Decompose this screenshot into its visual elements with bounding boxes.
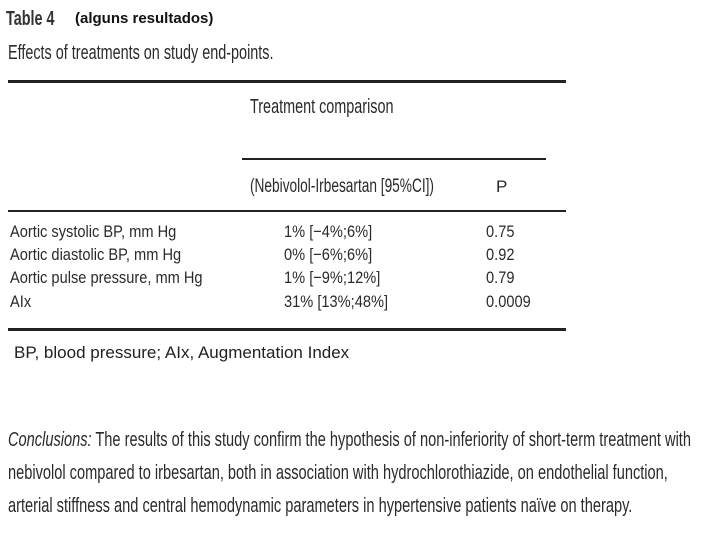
table-top-rule	[8, 80, 566, 83]
conclusion-text: The results of this study confirm the hypothesis of non-inferiority of short-term treatment with nebivolol compared to irbesartan, both in association with hydrochlorothiazide, on endothelial function, arterial stiffness and central hemodynamic parameters in hypertensive patients naïve on therapy.	[8, 429, 691, 517]
conclusion-paragraph	[8, 424, 694, 523]
column-header-p: P	[496, 177, 508, 196]
table-title: Table 4	[6, 8, 55, 30]
row-comparison: 0% [−6%;6%]	[284, 245, 373, 264]
row-comparison: 1% [−4%;6%]	[284, 222, 373, 241]
row-comparison: 1% [−9%;12%]	[284, 268, 381, 287]
group-header-rule	[242, 158, 546, 160]
row-comparison: 31% [13%;48%]	[284, 292, 389, 311]
annotation-note: (alguns resultados)	[75, 10, 214, 27]
column-header-comparison: (Nebivolol-Irbesartan [95%CI])	[250, 176, 434, 197]
row-label: AIx	[10, 292, 32, 311]
table-footnote: BP, blood pressure; AIx, Augmentation Index	[14, 343, 350, 362]
table-bottom-rule	[8, 328, 566, 331]
group-header: Treatment comparison	[250, 96, 394, 118]
row-label: Aortic pulse pressure, mm Hg	[10, 268, 203, 287]
row-p-value: 0.79	[486, 268, 515, 287]
table-caption: Effects of treatments on study end-points.	[8, 42, 274, 64]
row-label: Aortic diastolic BP, mm Hg	[10, 245, 182, 264]
row-p-value: 0.0009	[486, 292, 531, 311]
row-label: Aortic systolic BP, mm Hg	[10, 222, 177, 241]
header-bottom-rule	[8, 210, 566, 212]
row-p-value: 0.92	[486, 245, 515, 264]
conclusion-label: Conclusions:	[8, 429, 92, 451]
row-p-value: 0.75	[486, 222, 515, 241]
